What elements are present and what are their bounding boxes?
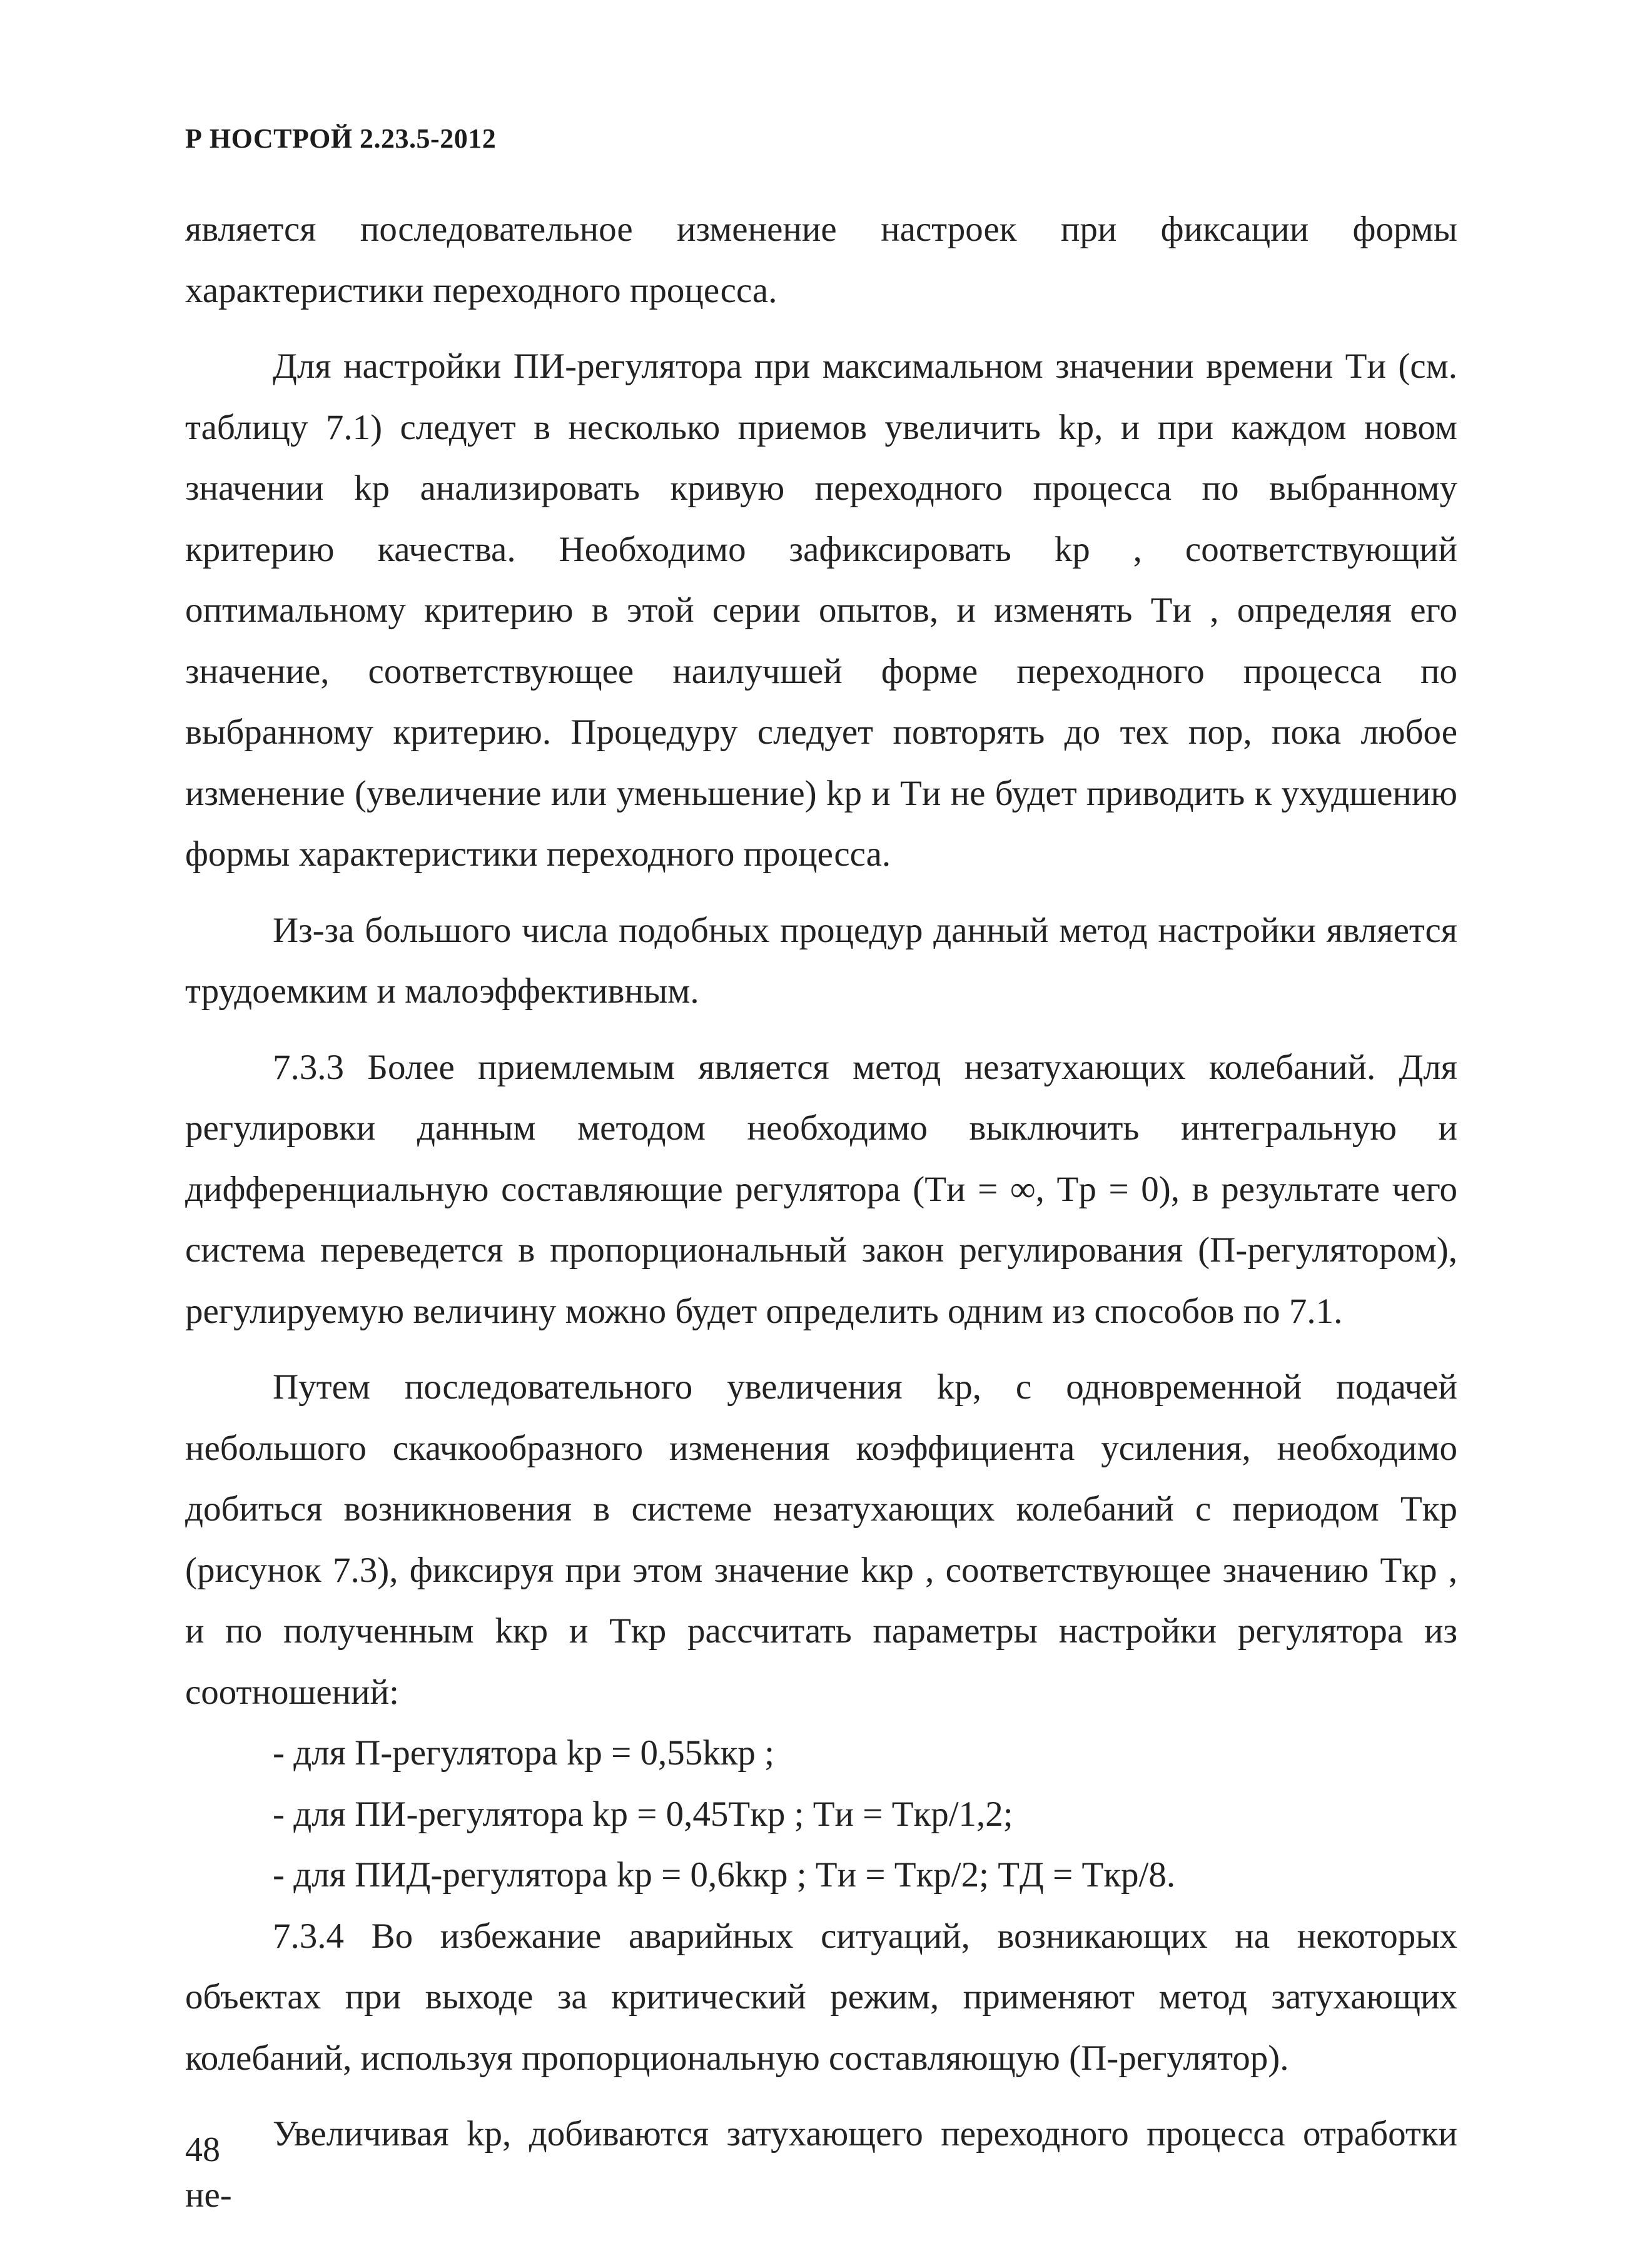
paragraph-pi-tuning: Для настройки ПИ-регулятора при максимальном значении времени Tи (см. таблицу 7.1) следует в несколько приемов увеличить kp, и при каждом новом значении kp анализировать кривую переходного процесса по выбранному критерию качества. Необходимо зафиксировать kp , соответствующий оптимальному критерию в этой серии опытов, и изменять Tи , определяя его значение, соответствующее наилучшей форме переходного процесса по выбранному критерию. Процедуру следует повторять до тех пор, пока любое изменение (увеличение или уменьшение) kp и Tи не будет приводить к ухудшению формы характеристики переходного процесса. <box>185 347 1457 874</box>
paragraph-critical-oscillation: Путем последовательного увеличения kp, с одновременной подачей небольшого скачкообразного изменения коэффициента усиления, необходимо добиться возникновения в системе незатухающих колебаний с периодом Tкр (рисунок 7.3), фиксируя при этом значение kкр , соответствующее значению Tкр , и по полученным kкр и Tкр рассчитать параметры настройки регулятора из соотношений: <box>185 1367 1457 1712</box>
paragraph-damped-oscillation: Увеличивая kp, добиваются затухающего переходного процесса отработки не- <box>185 2114 1457 2215</box>
paragraph-7-3-3: 7.3.3 Более приемлемым является метод незатухающих колебаний. Для регулировки данным методом необходимо выключить интегральную и дифференциальную составляющие регулятора (Tи = ∞, Tp = 0), в результате чего система переведется в пропорциональный закон регулирования (П-регулятором), регулируемую величину можно будет определить одним из способов по 7.1. <box>185 1047 1457 1331</box>
page-number: 48 <box>185 2130 220 2169</box>
formula-pid-regulator: - для ПИД-регулятора kp = 0,6kкр ; Tи = Tкр/2; TД = Tкр/8. <box>273 1855 1176 1895</box>
paragraph-continuation: является последовательное изменение настроек при фиксации формы характеристики переходного процесса. <box>185 210 1457 310</box>
document-header: Р НОСТРОЙ 2.23.5-2012 <box>185 123 497 154</box>
paragraph-7-3-4: 7.3.4 Во избежание аварийных ситуаций, возникающих на некоторых объектах при выходе за критический режим, применяют метод затухающих колебаний, используя пропорциональную составляющую (П-регулятор). <box>185 1916 1457 2078</box>
formula-pi-regulator: - для ПИ-регулятора kp = 0,45Tкр ; Tи = Tкр/1,2; <box>273 1794 1013 1834</box>
formula-p-regulator: - для П-регулятора kp = 0,55kкр ; <box>273 1733 775 1773</box>
paragraph-labor-intensive: Из-за большого числа подобных процедур данный метод настройки является трудоемким и малоэффективным. <box>185 910 1457 1011</box>
document-body <box>185 199 1457 2225</box>
